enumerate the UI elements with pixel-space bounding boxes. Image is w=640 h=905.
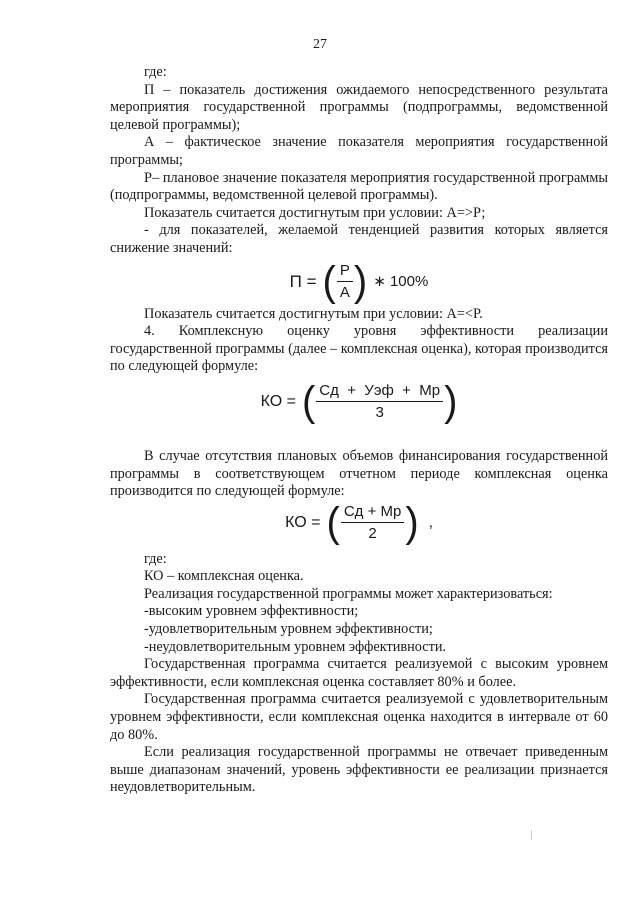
formula-p-label: П = xyxy=(289,271,317,291)
formula-p-numerator: P xyxy=(337,262,353,282)
formula-ko-2: КО = ( $\frac{Сд + Мр}{2}$ ) , xyxy=(285,499,433,546)
list-item-unsatisfactory: -неудовлетворительным уровнем эффективности. xyxy=(144,638,447,655)
formula-ko-3: КО = ( $\frac{\text{Сд + Уэф + Мр}}{3}$ ) xyxy=(260,378,458,426)
formula-ko-3-fraction xyxy=(316,382,443,421)
paragraph-section-4: 4. Комплексную оценку уровня эффективности реализации государственной программы (далее – комплексная оценка), которая производится по следующей формуле: xyxy=(110,323,608,375)
paragraph-condition-1: Показатель считается достигнутым при условии: А=>Р; xyxy=(144,204,486,221)
paragraph-characterization: Реализация государственной программы может характеризоваться: xyxy=(144,585,553,602)
paragraph-def-r: Р– плановое значение показателя мероприятия государственной программы (подпрограммы, ведомственной целевой программы). xyxy=(110,169,608,204)
formula-p-tail: ∗ 100% xyxy=(373,272,429,290)
paragraph-unsatisfactory-efficiency: Если реализация государственной программы не отвечает приведенным выше диапазонам значений, уровень эффективности ее реализации признается неудовлетворительным. xyxy=(110,744,608,796)
paragraph-where-2: где: xyxy=(144,550,167,567)
formula-ko-3-numerator: Сд + Уэф + Мр xyxy=(316,382,443,402)
paragraph-where: где: xyxy=(144,64,167,80)
paragraph-condition-2: Показатель считается достигнутым при условии: А=<Р. xyxy=(144,305,483,322)
document-body xyxy=(110,64,608,797)
formula-p-fraction xyxy=(337,262,353,301)
paragraph-decreasing: - для показателей, желаемой тенденцией развития которых является снижение значений: xyxy=(110,222,608,256)
scan-mark xyxy=(531,830,532,840)
formula-ko-2-fraction xyxy=(341,503,405,542)
formula-ko-3-label: КО = xyxy=(260,393,296,411)
list-item-satisfactory: -удовлетворительным уровнем эффективности; xyxy=(144,621,433,638)
formula-p: П = ( $\frac{P}{A}$ ) ∗ 100% xyxy=(289,258,429,305)
paragraph-def-p: П – показатель достижения ожидаемого непосредственного результата мероприятия государственной программы (подпрограммы, ведомственной целевой программы); xyxy=(110,81,608,133)
paragraph-no-funding: В случае отсутствия плановых объемов финансирования государственной программы в соответствующем отчетном периоде комплексная оценка производится по следующей формуле: xyxy=(110,447,608,500)
formula-ko-3-denominator: 3 xyxy=(375,404,384,422)
paragraph-def-ko: КО – комплексная оценка. xyxy=(144,568,304,585)
formula-p-denominator: A xyxy=(339,284,350,302)
paragraph-satisfactory-efficiency: Государственная программа считается реализуемой с удовлетворительным уровнем эффективности, если комплексная оценка находится в интервале от 60 до 80%. xyxy=(110,691,608,743)
formula-ko-2-numerator: Сд + Мр xyxy=(341,503,405,523)
paragraph-high-efficiency: Государственная программа считается реализуемой с высоким уровнем эффективности, если комплексная оценка составляет 80% и более. xyxy=(110,656,608,690)
paragraph-def-a: А – фактическое значение показателя мероприятия государственной программы; xyxy=(110,134,608,168)
list-item-high: -высоким уровнем эффективности; xyxy=(144,603,359,620)
page-number: 27 xyxy=(313,37,327,52)
formula-ko-2-tail: , xyxy=(428,513,433,531)
formula-ko-2-denominator: 2 xyxy=(368,525,377,543)
formula-ko-2-label: КО = xyxy=(285,513,321,531)
